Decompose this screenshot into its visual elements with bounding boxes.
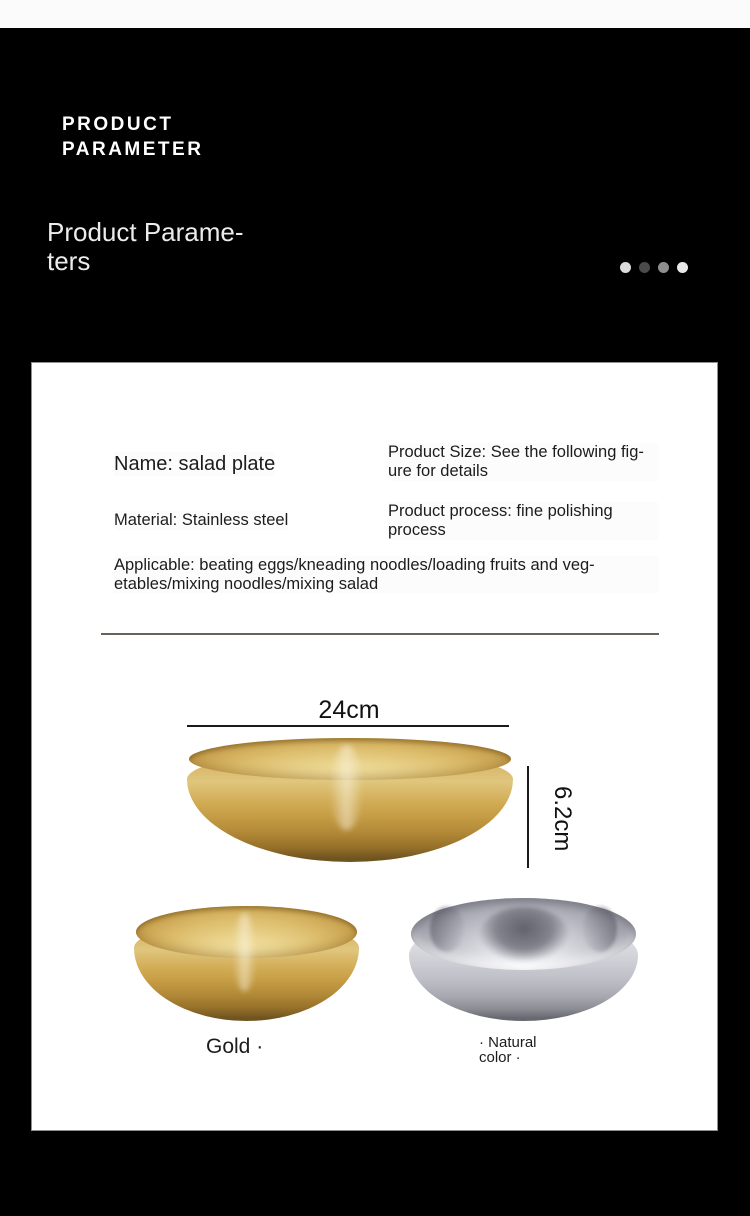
section-eyebrow: PRODUCT PARAMETER (62, 114, 204, 160)
carousel-dot-1[interactable] (620, 262, 631, 273)
carousel-dot-2[interactable] (639, 262, 650, 273)
variant-label-natural-color: · Natural color · (479, 1034, 537, 1066)
carousel-dots (620, 262, 688, 273)
carousel-dot-3[interactable] (658, 262, 669, 273)
carousel-dot-4[interactable] (677, 262, 688, 273)
divider-line (101, 633, 659, 635)
bowl-reflection (430, 906, 464, 952)
bowl-sheen (233, 913, 256, 991)
spec-material: Material: Stainless steel (114, 511, 289, 529)
spec-applicable: Applicable: beating eggs/kneading noodles/loading fruits and veg- etables/mixing noodles/mixing salad (114, 556, 659, 593)
width-dimension-label: 24cm (318, 696, 380, 724)
spec-product-size: Product Size: See the following fig- ure for details (388, 443, 658, 481)
parameter-card (31, 362, 718, 1131)
height-measure-line (527, 766, 529, 868)
spec-product-process: Product process: fine polishing process (388, 502, 658, 540)
gold-bowl-small-image (134, 906, 359, 1021)
bowl-reflection (480, 907, 568, 961)
page-title: Product Parame- ters (47, 217, 244, 276)
variant-label-gold: Gold · (206, 1035, 264, 1058)
silver-bowl-image (409, 898, 638, 1021)
bowl-sheen (330, 745, 363, 829)
spec-name: Name: salad plate (114, 453, 276, 475)
width-measure-line (187, 725, 509, 727)
height-dimension-label: 6.2cm (549, 786, 576, 852)
top-strip (0, 0, 750, 28)
gold-bowl-large-image (187, 738, 513, 862)
